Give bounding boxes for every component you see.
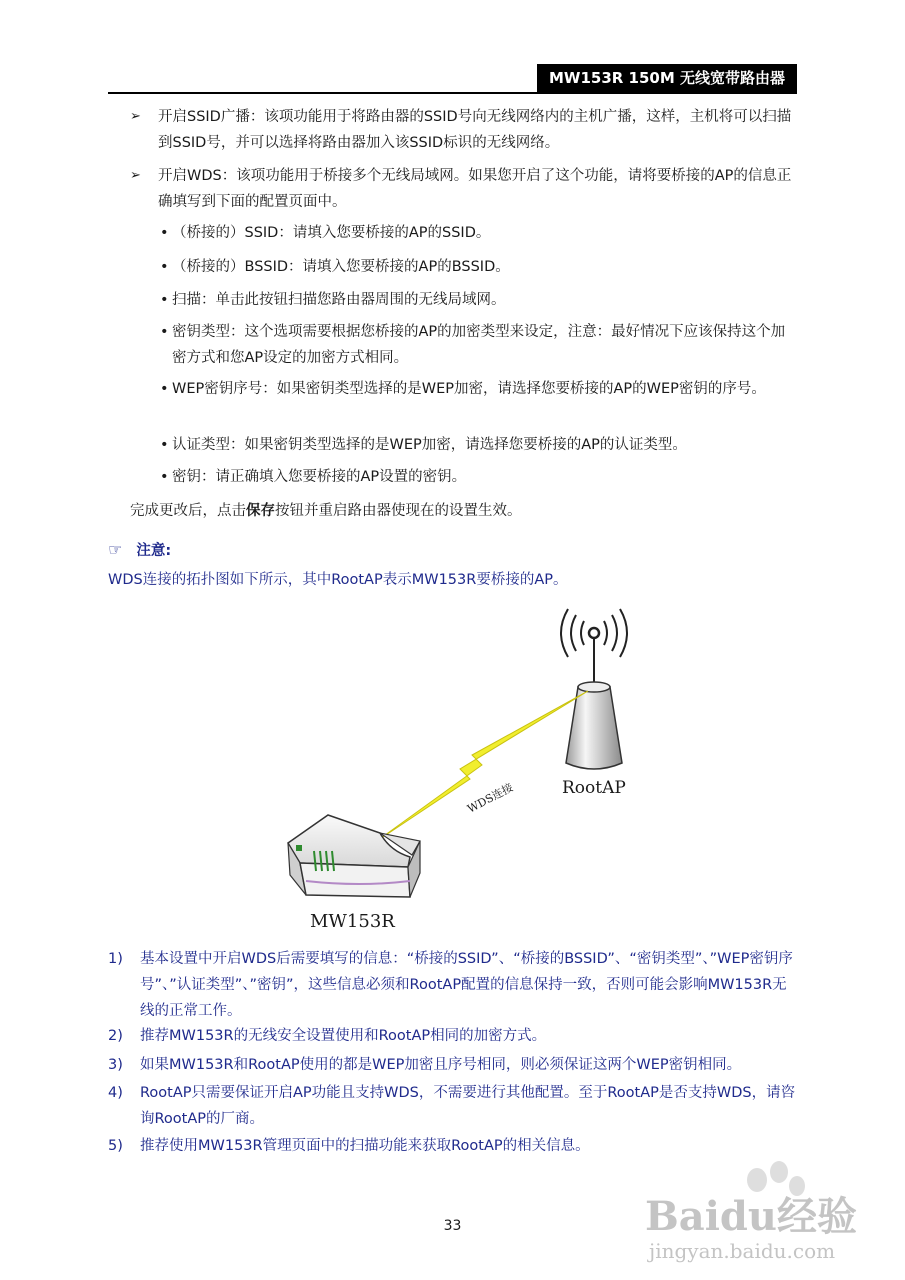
bullet-text: 密钥：请正确填入您要桥接的AP设置的密钥。 [172,469,467,485]
note-text: RootAP只需要保证开启AP功能且支持WDS，不需要进行其他配置。至于RootAP是否支持WDS，请咨询RootAP的厂商。 [140,1085,796,1127]
bullet-marker: • [160,292,169,308]
note-item [108,1052,798,1078]
bullet-item [160,287,798,313]
note-text: 推荐使用MW153R管理页面中的扫描功能来获取RootAP的相关信息。 [140,1138,590,1154]
header-title: MW153R 150M 无线宽带路由器 [537,64,797,92]
note-text: 推荐MW153R的无线安全设置使用和RootAP相同的加密方式。 [140,1028,547,1044]
bullet-item [160,220,798,246]
bullet-marker: • [160,437,169,453]
header-rule [108,92,797,94]
bullet-text: （桥接的）SSID：请填入您要桥接的AP的SSID。 [172,225,491,241]
arrow-item-text: 开启WDS：该项功能用于桥接多个无线局域网。如果您开启了这个功能，请将要桥接的AP的信息正确填写到下面的配置页面中。 [158,168,792,210]
note-label: 注意: [136,543,172,559]
note-item [108,1080,798,1132]
arrow-marker: ➢ [130,168,141,183]
bullet-text: WEP密钥序号：如果密钥类型选择的是WEP加密，请选择您要桥接的AP的WEP密钥的序号。 [172,381,766,397]
bullet-marker: • [160,469,169,485]
router-icon [288,815,420,897]
note-number: 4) [108,1085,123,1101]
note-number: 2) [108,1028,123,1044]
finish-text-after: 按钮并重启路由器使现在的设置生效。 [275,503,522,519]
watermark-url: jingyan.baidu.com [649,1239,836,1263]
bullet-item [160,376,798,402]
bullet-item [160,432,798,458]
bullet-text: 认证类型：如果密钥类型选择的是WEP加密，请选择您要桥接的AP的认证类型。 [172,437,687,453]
paw-print-icon [747,1168,767,1192]
bullet-marker: • [160,259,169,275]
note-heading [108,537,171,564]
page-number: 33 [443,1218,462,1234]
arrow-marker: ➢ [130,109,141,124]
bullet-item [160,464,798,490]
note-text: 如果MW153R和RootAP使用的都是WEP加密且序号相同，则必须保证这两个WEP密钥相同。 [140,1057,742,1073]
router-label: MW153R [310,911,395,932]
finish-text-bold: 保存 [246,503,275,519]
rootap-label: RootAP [562,778,626,798]
baidu-watermark [645,1158,895,1268]
note-item [108,1133,798,1159]
bullet-marker: • [160,225,169,241]
bullet-text: 密钥类型：这个选项需要根据您桥接的AP的加密类型来设定，注意：最好情况下应该保持这个加密方式和您AP设定的加密方式相同。 [172,324,786,366]
bullet-item [160,319,798,371]
wds-link-label: WDS连接 [465,780,516,816]
bullet-item [160,254,798,280]
note-item [108,946,798,1024]
note-number: 3) [108,1057,123,1073]
note-number: 5) [108,1138,123,1154]
wds-topology-diagram [270,605,660,940]
watermark-brand: Baidu经验 [645,1193,857,1240]
arrow-item-ssid-broadcast [130,104,798,156]
pointing-hand-icon: ☞ [108,540,123,559]
bullet-marker: • [160,324,169,340]
note-number: 1) [108,951,123,967]
note-text: 基本设置中开启WDS后需要填写的信息：“桥接的SSID”、“桥接的BSSID”、“密钥类型”、”WEP密钥序号”、”认证类型”、”密钥”，这些信息必须和RootAP配置的信息保持一致，否则可能会影响MW153R无线的正常工作。 [140,951,793,1019]
arrow-item-wds [130,163,798,215]
wds-link-lightning-icon [374,691,588,843]
bullet-marker: • [160,381,169,397]
bullet-text: （桥接的）BSSID：请填入您要桥接的AP的BSSID。 [172,259,510,275]
note-intro: WDS连接的拓扑图如下所示，其中RootAP表示MW153R要桥接的AP。 [108,572,568,588]
finish-text-before: 完成更改后，点击 [130,503,246,519]
finish-paragraph [130,498,798,524]
arrow-item-text: 开启SSID广播：该项功能用于将路由器的SSID号向无线网络内的主机广播，这样，主机将可以扫描到SSID号，并可以选择将路由器加入该SSID标识的无线网络。 [158,109,792,151]
note-item [108,1023,798,1049]
bullet-text: 扫描：单击此按钮扫描您路由器周围的无线局域网。 [172,292,506,308]
